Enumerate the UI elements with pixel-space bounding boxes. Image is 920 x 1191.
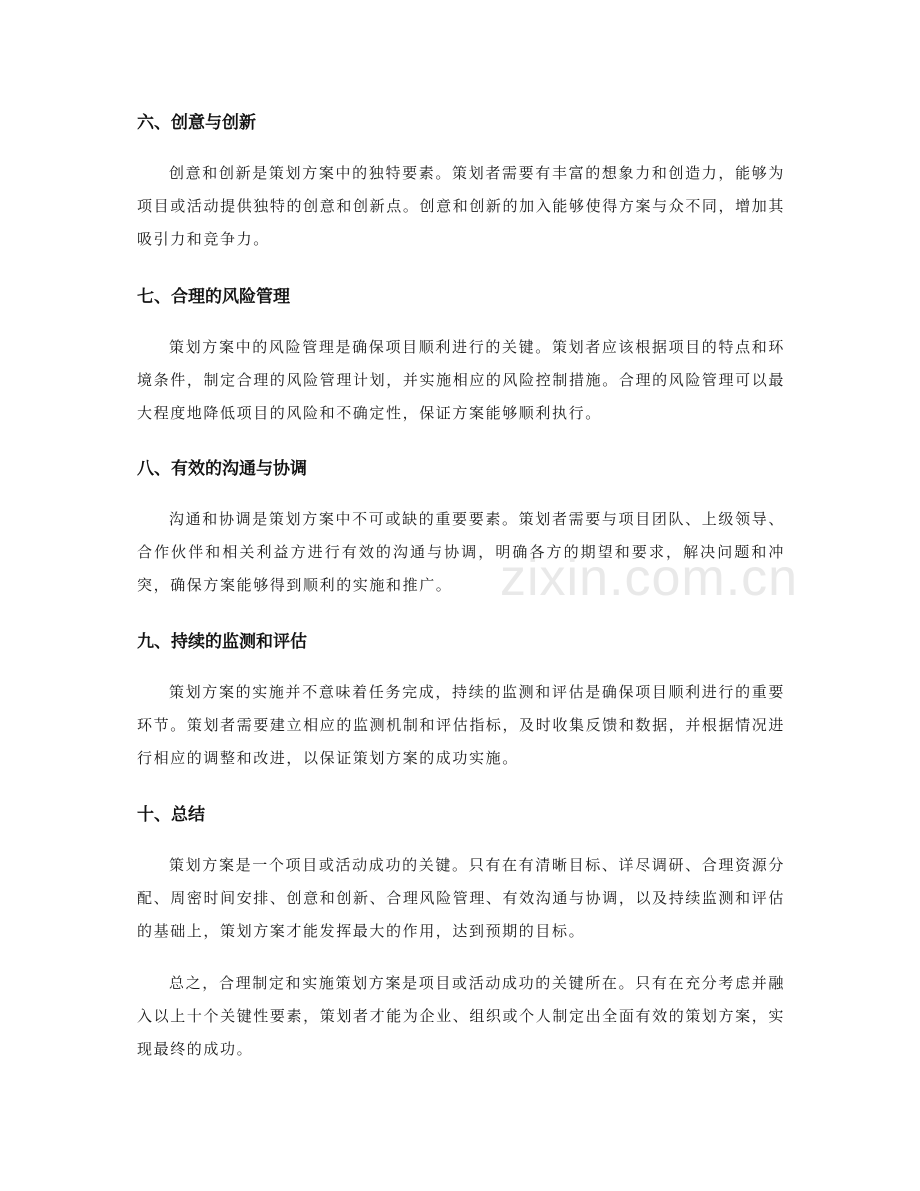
section-communication bbox=[137, 457, 785, 602]
paragraph: 沟通和协调是策划方案中不可或缺的重要要素。策划者需要与项目团队、上级领导、合作伙伴和相关利益方进行有效的沟通与协调，明确各方的期望和要求，解决问题和冲突，确保方案能够得到顺利的实施和推广。 bbox=[137, 510, 785, 594]
paragraph: 策划方案是一个项目或活动成功的关键。只有在有清晰目标、详尽调研、合理资源分配、周密时间安排、创意和创新、合理风险管理、有效沟通与协调，以及持续监测和评估的基础上，策划方案才能发挥最大的作用，达到预期的目标。 bbox=[137, 856, 785, 940]
section-monitoring bbox=[137, 630, 785, 775]
paragraph: 策划方案中的风险管理是确保项目顺利进行的关键。策划者应该根据项目的特点和环境条件，制定合理的风险管理计划，并实施相应的风险控制措施。合理的风险管理可以最大程度地降低项目的风险和不确定性，保证方案能够顺利执行。 bbox=[137, 338, 785, 422]
section-heading: 七、合理的风险管理 bbox=[137, 287, 290, 307]
watermark: zixin.com.cn bbox=[500, 549, 799, 607]
section-heading: 九、持续的监测和评估 bbox=[137, 632, 307, 652]
paragraph: 总之，合理制定和实施策划方案是项目或活动成功的关键所在。只有在充分考虑并融入以上十个关键性要素，策划者才能为企业、组织或个人制定出全面有效的策划方案，实现最终的成功。 bbox=[137, 974, 785, 1058]
paragraph: 创意和创新是策划方案中的独特要素。策划者需要有丰富的想象力和创造力，能够为项目或活动提供独特的创意和创新点。创意和创新的加入能够使得方案与众不同，增加其吸引力和竞争力。 bbox=[137, 164, 785, 248]
section-creativity bbox=[137, 111, 785, 256]
section-summary bbox=[137, 803, 785, 1066]
section-risk-management bbox=[137, 285, 785, 430]
section-heading: 六、创意与创新 bbox=[137, 113, 256, 133]
paragraph: 策划方案的实施并不意味着任务完成，持续的监测和评估是确保项目顺利进行的重要环节。策划者需要建立相应的监测机制和评估指标，及时收集反馈和数据，并根据情况进行相应的调整和改进，以保证策划方案的成功实施。 bbox=[137, 683, 785, 767]
section-heading: 八、有效的沟通与协调 bbox=[137, 459, 307, 479]
section-heading: 十、总结 bbox=[137, 805, 205, 825]
